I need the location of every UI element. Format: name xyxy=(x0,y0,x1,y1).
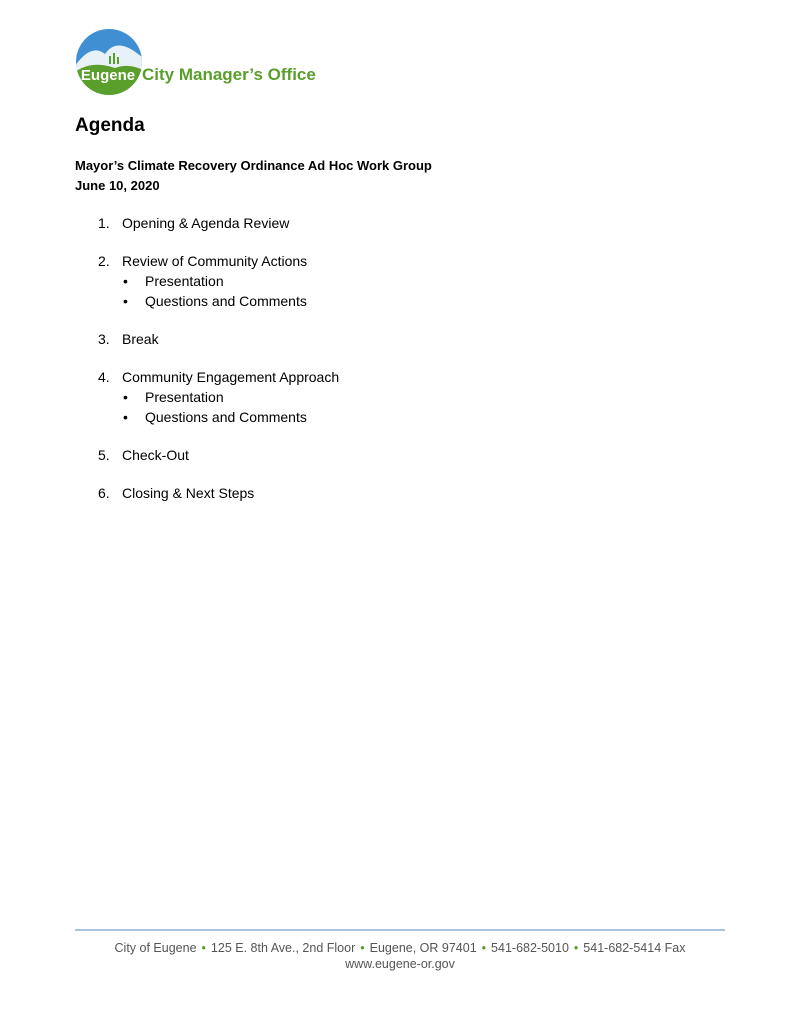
agenda-item-number: 4. xyxy=(98,369,110,385)
agenda-list xyxy=(98,213,598,521)
sub-item-label: Presentation xyxy=(145,273,224,289)
page-title: Agenda xyxy=(75,115,145,136)
separator-dot: • xyxy=(360,941,365,955)
sub-item xyxy=(98,407,598,427)
sub-item xyxy=(98,291,598,311)
footer-street: 125 E. 8th Ave., 2nd Floor xyxy=(210,941,356,955)
agenda-item xyxy=(98,213,598,233)
agenda-item-label: Opening & Agenda Review xyxy=(122,215,290,231)
separator-dot: • xyxy=(201,941,206,955)
sub-item-label: Questions and Comments xyxy=(145,293,307,309)
footer-fax: 541-682-5414 Fax xyxy=(583,941,686,955)
separator-dot: • xyxy=(481,941,487,955)
sub-item-label: Questions and Comments xyxy=(145,409,307,425)
meeting-info xyxy=(75,156,432,196)
agenda-item-number: 2. xyxy=(98,253,110,269)
separator-dot: • xyxy=(573,941,579,955)
agenda-item xyxy=(98,483,598,503)
agenda-item xyxy=(98,445,598,465)
agenda-item xyxy=(98,251,598,311)
footer-address xyxy=(75,940,725,956)
meeting-date: June 10, 2020 xyxy=(75,178,160,193)
sub-item-label: Presentation xyxy=(145,389,224,405)
office-name: City Manager’s Office xyxy=(142,65,316,84)
sub-item xyxy=(98,271,598,291)
agenda-item-label: Closing & Next Steps xyxy=(122,485,255,501)
bullet-icon: • xyxy=(123,293,128,309)
agenda-item-number: 3. xyxy=(98,331,110,347)
bullet-icon: • xyxy=(123,273,128,289)
sub-item xyxy=(98,387,598,407)
agenda-item xyxy=(98,329,598,349)
footer-city: Eugene, OR 97401 xyxy=(369,941,477,955)
agenda-item-label: Community Engagement Approach xyxy=(122,369,340,385)
bullet-icon: • xyxy=(123,409,128,425)
sub-item-list xyxy=(98,271,598,311)
agenda-item-label: Review of Community Actions xyxy=(122,253,308,269)
footer-divider xyxy=(75,929,725,931)
agenda-item-label: Break xyxy=(122,331,159,347)
eugene-logo-icon xyxy=(75,28,143,96)
footer-phone: 541-682-5010 xyxy=(491,941,569,955)
sub-item-list xyxy=(98,387,598,427)
agenda-item-label: Check-Out xyxy=(122,447,189,463)
meeting-name: Mayor’s Climate Recovery Ordinance Ad Hoc Work Group xyxy=(75,158,432,173)
footer-org: City of Eugene xyxy=(114,941,197,955)
bullet-icon: • xyxy=(123,389,128,405)
footer xyxy=(75,940,725,972)
city-logo xyxy=(75,28,335,96)
footer-website[interactable]: www.eugene-or.gov xyxy=(345,957,455,971)
logo-text: Eugene xyxy=(80,67,136,84)
agenda-item-number: 6. xyxy=(98,485,110,501)
agenda-item-number: 1. xyxy=(98,215,110,231)
agenda-item-number: 5. xyxy=(98,447,110,463)
agenda-item xyxy=(98,367,598,427)
